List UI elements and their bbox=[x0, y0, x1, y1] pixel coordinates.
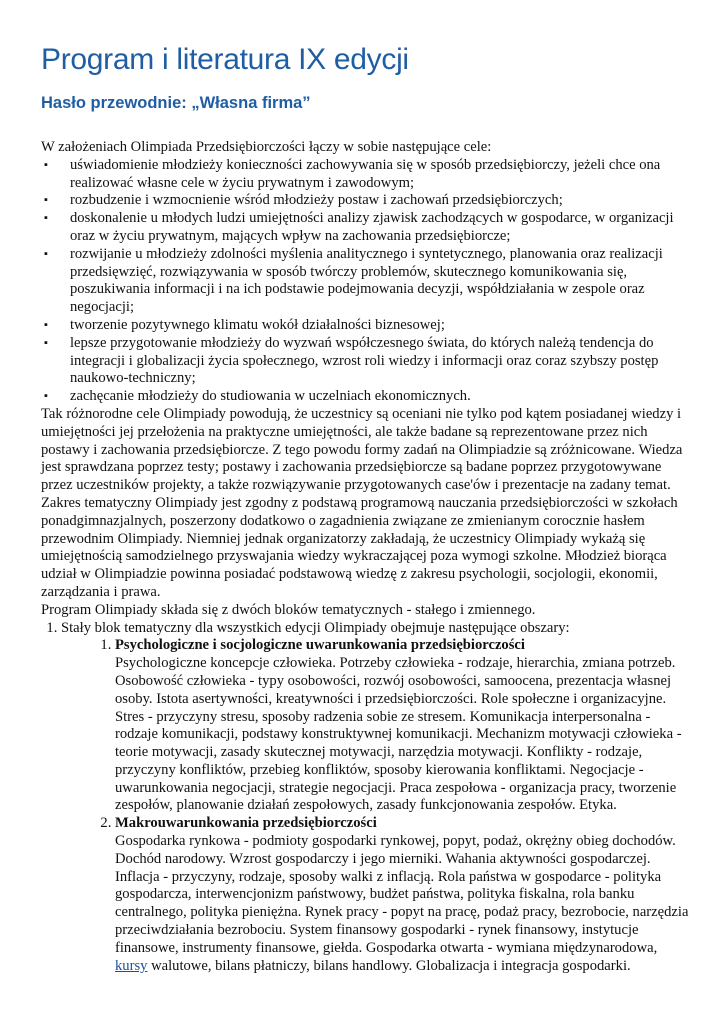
fixed-block-label: Stały blok tematyczny dla wszystkich edycji Olimpiady obejmuje następujące obszary: bbox=[61, 619, 570, 636]
goal-item: ▪ rozwijanie u młodzieży zdolności myślenia analitycznego i syntetycznego, planowania oraz realizacji przedsięwzięć, rozwiązywania w sposób twórczy problemów, skutecznego komunikowania się, poszukiwania informacji i na ich podstawie podejmowania decyzji, współdziałania w zespole oraz negocjacji; bbox=[70, 246, 689, 317]
paragraph-program: Program Olimpiady składa się z dwóch bloków tematycznych - stałego i zmiennego. bbox=[41, 601, 536, 618]
page-subtitle: Hasło przewodnie: „Własna firma” bbox=[41, 94, 311, 112]
area-text-before-link: Gospodarka rynkowa - podmioty gospodarki rynkowej, popyt, podaż, okrężny obieg dochodów. Dochód narodowy. Wzrost gospodarczy i jego mierniki. Wahania aktywności gospodarczej. Inflacja - przyczyny, rodzaje, sposoby walki z inflacją. Rola państwa w gospodarce - polityka gospodarcza, interwencjonizm państwowy, budżet państwa, polityka fiskalna, rola banku centralnego, polityka pieniężna. Rynek pracy - popyt na pracę, podaż pracy, bezrobocie, narzędzia przeciwdziałania bezrobociu. System finansowy gospodarki - rynek finansowy, instytucje finansowe, instrumenty finansowe, giełda. Gospodarka otwarta - wymiana międzynarodowa, bbox=[115, 833, 689, 956]
fixed-block-areas bbox=[61, 637, 689, 975]
area-heading: 2. Makrouwarunkowania przedsiębiorczości bbox=[115, 815, 377, 832]
goal-item: ▪ rozbudzenie i wzmocnienie wśród młodzieży postaw i zachowań przedsiębiorczych; bbox=[70, 192, 689, 210]
area-text: Psychologiczne koncepcje człowieka. Potrzeby człowieka - rodzaje, hierarchia, zmiana potrzeb. Osobowość człowieka - typy osobowości, rozwój osobowości, samoocena, prezentacja własnej osoby. Istota asertywności, kreatywności i przedsiębiorczości. Role społeczne i organizacyjne. Stres - przyczyny stresu, sposoby radzenia sobie ze stresem. Komunikacja interpersonalna - rodzaje komunikacji, podstawy konstruktywnej komunikacji. Mechanizm motywacji człowieka - teorie motywacji, zasady skutecznej motywacji, narzędzia motywacji. Konflikty - rodzaje, przyczyny konfliktów, przebieg konfliktów, sposoby kierowania konfliktami. Negocjacje - uwarunkowania negocjacji, strategie negocjacji. Praca zespołowa - organizacja pracy, tworzenie zespołów, planowanie działań zespołowych, zasady funkcjonowania zespołów. Etyka. bbox=[115, 655, 682, 814]
paragraph-scope: Zakres tematyczny Olimpiady jest zgodny z podstawą programową nauczania przedsiębiorczości w szkołach ponadgimnazjalnych, poszerzony dodatkowo o zagadnienia związane ze zmienianym corocznie hasłem przewodnim Olimpiady. Niemniej jednak organizatorzy zakładają, że uczestnicy Olimpiady wykażą się umiejętnością samodzielnego przyswajania wiedzy wykraczającej poza wymogi szkolne. Młodzież biorąca udział w Olimpiadzie powinna posiadać podstawową wiedzę z zakresu psychologii, socjologii, ekonomii, zarządzania i prawa. bbox=[41, 494, 678, 600]
area-text-after-link: walutowe, bilans płatniczy, bilans handlowy. Globalizacja i integracja gospodarki. bbox=[147, 957, 631, 974]
goal-item: ▪ uświadomienie młodzieży konieczności zachowywania się w sposób przedsiębiorczy, jeżeli chce ona realizować własne cele w życiu prywatnym i zawodowym; bbox=[70, 157, 689, 193]
goal-item: ▪ doskonalenie u młodych ludzi umiejętności analizy zjawisk zachodzących w gospodarce, w organizacji oraz w życiu prywatnym, mających wpływ na zachowania przedsiębiorcze; bbox=[70, 210, 689, 246]
fixed-block-item bbox=[61, 620, 689, 976]
intro-paragraph: W założeniach Olimpiada Przedsiębiorczości łączy w sobie następujące cele: bbox=[41, 139, 492, 155]
area-heading: 1. Psychologiczne i socjologiczne uwarunkowania przedsiębiorczości bbox=[115, 637, 525, 654]
goal-item: ▪ zachęcanie młodzieży do studiowania w uczelniach ekonomicznych. bbox=[70, 388, 689, 406]
area-item bbox=[115, 815, 689, 975]
area-text bbox=[115, 833, 689, 975]
goal-item: ▪ lepsze przygotowanie młodzieży do wyzwań współczesnego świata, do których należą tendencja do integracji i globalizacji życia społecznego, wzrost roli wiedzy i informacji oraz coraz szybszy postęp naukowo-techniczny; bbox=[70, 335, 689, 388]
page-title: Program i literatura IX edycji bbox=[41, 43, 409, 76]
paragraph-forms: Tak różnorodne cele Olimpiady powodują, że uczestnicy są oceniani nie tylko pod kątem posiadanej wiedzy i umiejętności jej przełożenia na praktyczne umiejętności, ale także badane są reprezentowane przez nich postawy i zachowania przedsiębiorcze. Z tego powodu formy zadań na Olimpiadzie są zróżnicowane. Wiedza jest sprawdzana poprzez testy; postawy i zachowania przedsiębiorcze są badane poprzez przygotowywane przez uczestników projekty, a także rozwiązywanie przygotowanych case'ów i prezentacje na zadany temat. bbox=[41, 405, 683, 494]
area-item bbox=[115, 637, 689, 815]
kursy-link[interactable]: kursy bbox=[115, 957, 148, 974]
goal-item: ▪ tworzenie pozytywnego klimatu wokół działalności biznesowej; bbox=[70, 317, 689, 335]
goals-list bbox=[41, 157, 689, 406]
document-body bbox=[41, 139, 689, 975]
program-blocks-list bbox=[41, 620, 689, 976]
